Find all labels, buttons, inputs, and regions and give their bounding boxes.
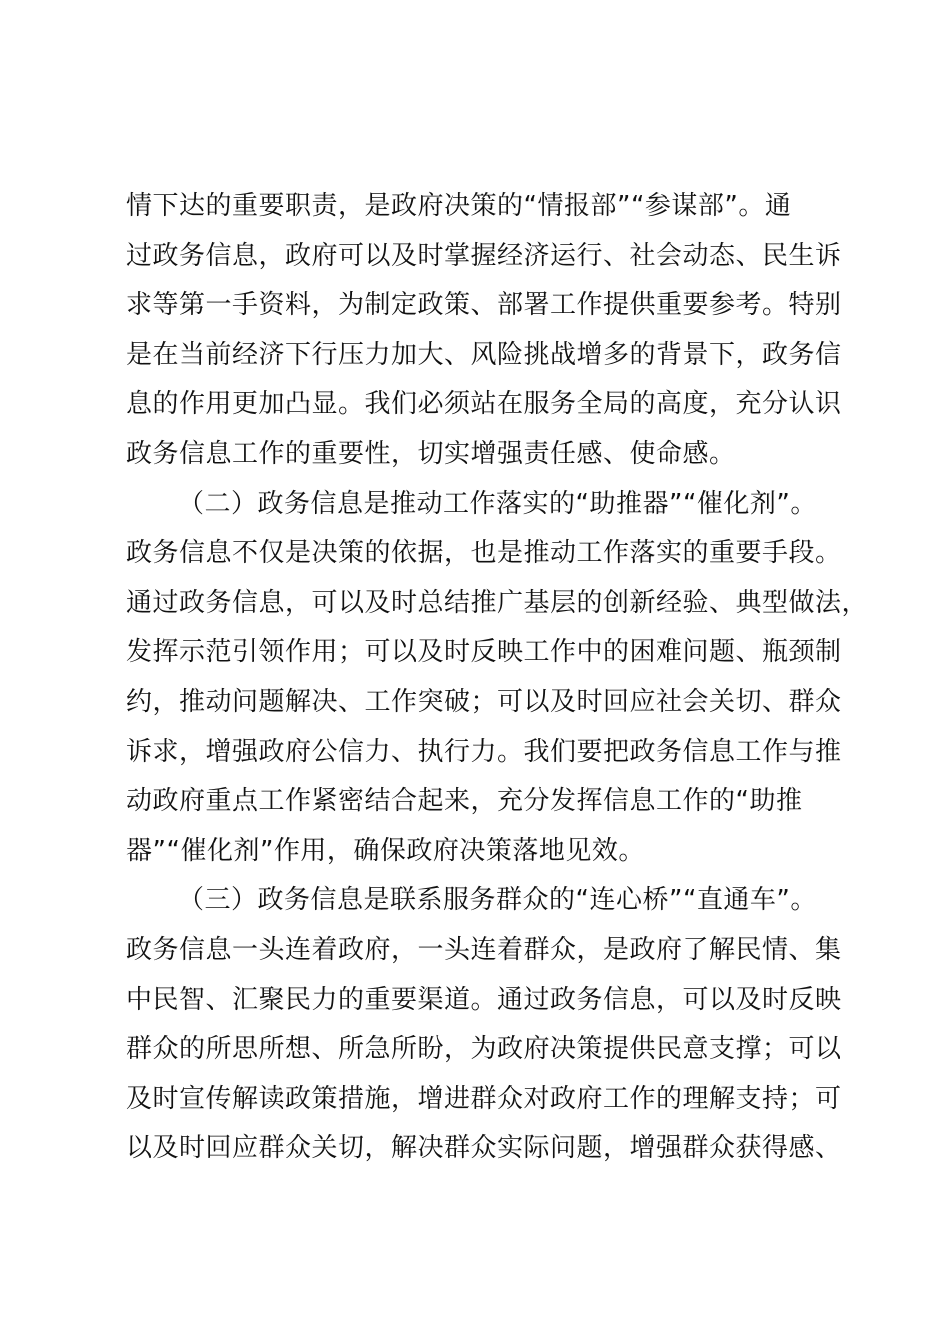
- text-line: 诉求，增强政府公信力、执行力。我们要把政务信息工作与推: [126, 736, 842, 767]
- text-line: 求等第一手资料，为制定政策、部署工作提供重要参考。特别: [126, 290, 842, 321]
- text-line: 政务信息工作的重要性，切实增强责任感、使命感。: [126, 438, 736, 469]
- section-heading-3: （三）政务信息是联系服务群众的“连心桥”“直通车”。: [178, 885, 817, 916]
- text-line: 及时宣传解读政策措施，增进群众对政府工作的理解支持；可: [126, 1083, 842, 1114]
- text-line: 通过政务信息，可以及时总结推广基层的创新经验、典型做法，: [126, 587, 869, 618]
- text-line: 发挥示范引领作用；可以及时反映工作中的困难问题、瓶颈制: [126, 637, 842, 668]
- text-line: 约，推动问题解决、工作突破；可以及时回应社会关切、群众: [126, 686, 842, 717]
- text-line: 过政务信息，政府可以及时掌握经济运行、社会动态、民生诉: [126, 240, 842, 271]
- text-line: 群众的所思所想、所急所盼，为政府决策提供民意支撑；可以: [126, 1034, 842, 1065]
- text-line: 动政府重点工作紧密结合起来，充分发挥信息工作的“助推: [126, 786, 803, 817]
- section-heading-2: （二）政务信息是推动工作落实的“助推器”“催化剂”。: [178, 488, 817, 519]
- body-text: [126, 182, 869, 1174]
- text-line: 息的作用更加凸显。我们必须站在服务全局的高度，充分认识: [126, 389, 842, 420]
- text-line: 情下达的重要职责，是政府决策的“情报部”“参谋部”。通: [126, 191, 792, 221]
- text-line: 中民智、汇聚民力的重要渠道。通过政务信息，可以及时反映: [126, 984, 842, 1015]
- text-line: 政务信息一头连着政府，一头连着群众，是政府了解民情、集: [126, 934, 842, 965]
- text-line: 以及时回应群众关切，解决群众实际问题，增强群众获得感、: [126, 1133, 842, 1164]
- text-line: 政务信息不仅是决策的依据，也是推动工作落实的重要手段。: [126, 538, 842, 569]
- text-line: 器”“催化剂”作用，确保政府决策落地见效。: [126, 835, 645, 866]
- text-line: 是在当前经济下行压力加大、风险挑战增多的背景下，政务信: [126, 339, 842, 370]
